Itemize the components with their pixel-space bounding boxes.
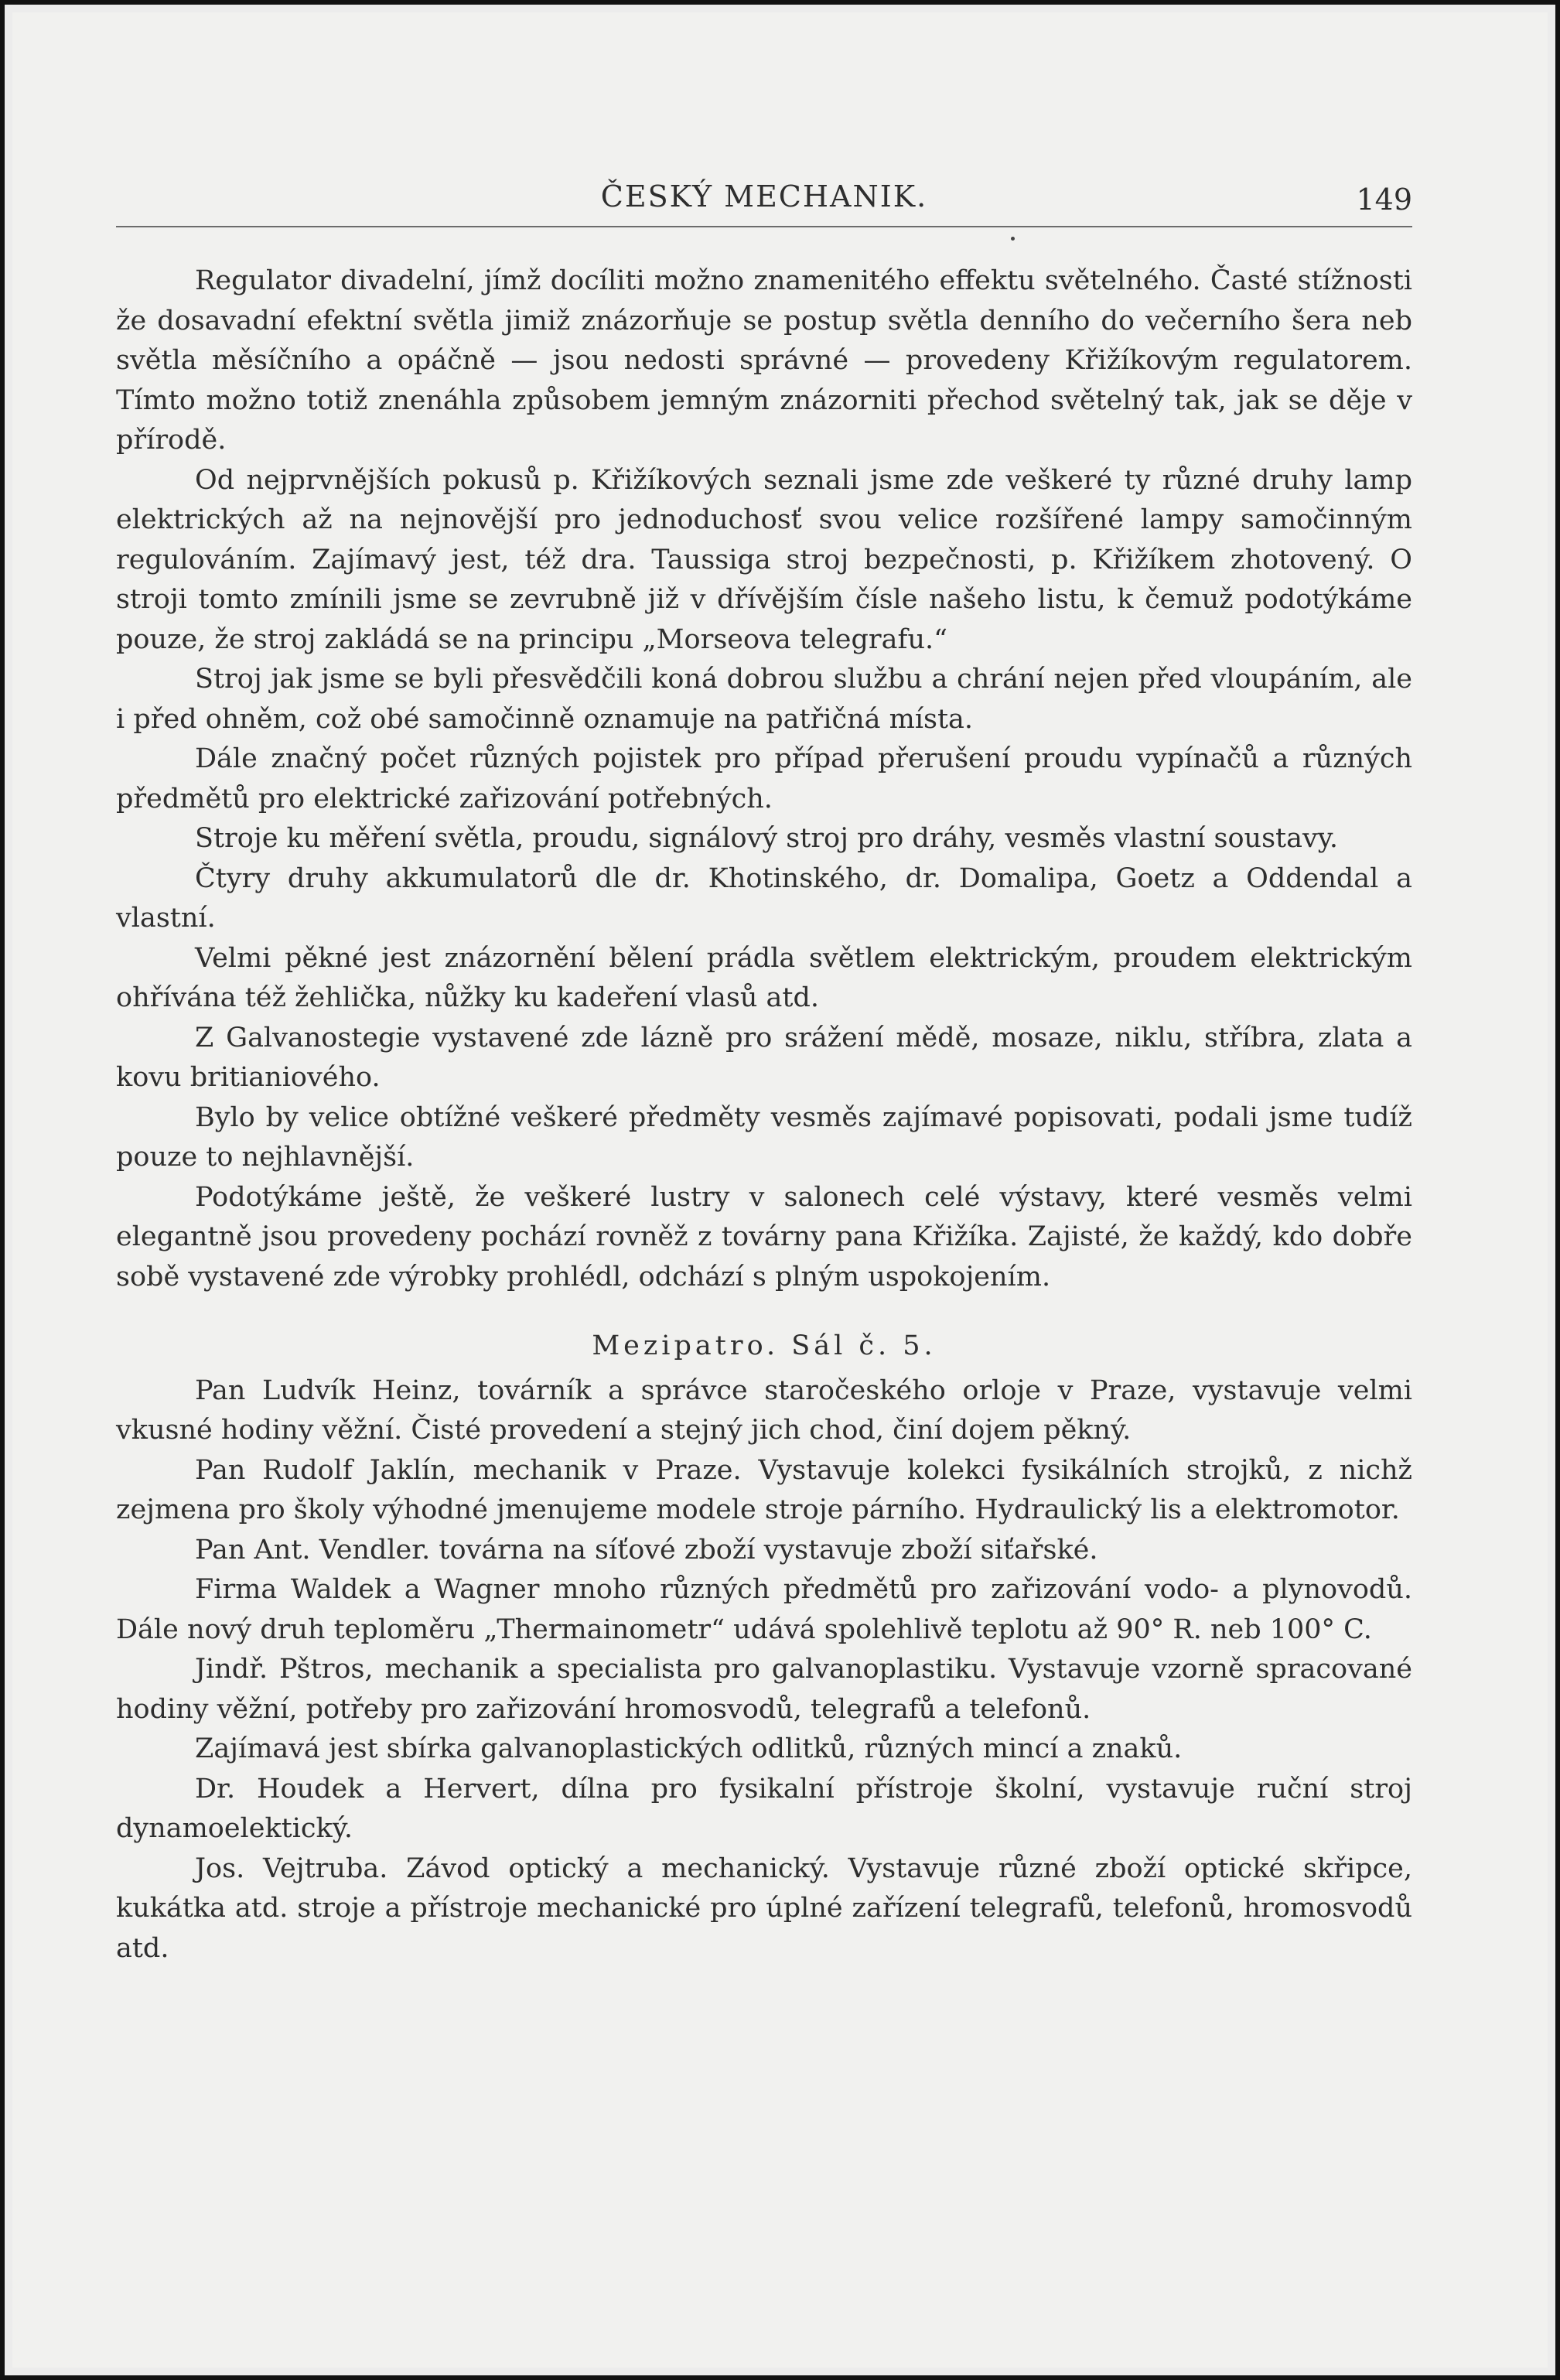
header-rule <box>116 226 1412 227</box>
paragraph: Čtyry druhy akkumulatorů dle dr. Khotinského, dr. Domalipa, Goetz a Oddendal a vlastní. <box>116 862 1412 934</box>
paragraph: Bylo by velice obtížné veškeré předměty vesměs zajímavé popisovati, podali jsme tudíž pouze to nejhlavnější. <box>116 1101 1412 1173</box>
paragraph: Stroj jak jsme se byli přesvědčili koná dobrou službu a chrání nejen před vloupáním, ale i před ohněm, což obé samočinně oznamuje na patřičná místa. <box>116 664 1412 735</box>
paragraph: Podotýkáme ještě, že veškeré lustry v salonech celé výstavy, které vesměs velmi elegantně jsou provedeny pochází rovněž z továrny pana Křižíka. Zajisté, že každý, kdo dobře sobě vystavené zde výrobky prohlédl, odchází s plným uspokojením. <box>116 1181 1412 1292</box>
paragraph: Z Galvanostegie vystavené zde lázně pro srážení mědě, mosaze, niklu, stříbra, zlata a kovu britianiového. <box>116 1022 1412 1093</box>
page-header <box>116 179 1412 226</box>
exhibitor-paragraph: Pan Rudolf Jaklín, mechanik v Praze. Vystavuje kolekci fysikálních strojků, z nichž zejmena pro školy výhodné jmenujeme modele stroje párního. Hydraulický lis a elektromotor. <box>116 1454 1412 1525</box>
body-text <box>116 261 1412 1969</box>
exhibitor-paragraph: Jindř. Pštros, mechanik a specialista pro galvanoplastiku. Vystavuje vzorně spracované hodiny věžní, potřeby pro zařizování hromosvodů, telegrafů a telefonů. <box>116 1654 1412 1725</box>
exhibitor-paragraph: Pan Ludvík Heinz, továrník a správce staročeského orloje v Praze, vystavuje velmi vkusné hodiny věžní. Čisté provedení a stejný jich chod, činí dojem pěkný. <box>116 1374 1412 1446</box>
exhibitor-paragraph: Dr. Houdek a Hervert, dílna pro fysikalní přístroje školní, vystavuje ruční stroj dynamoelektický. <box>116 1773 1412 1844</box>
page-number: 149 <box>1356 183 1412 217</box>
paragraph: Dále značný počet různých pojistek pro případ přerušení proudu vypínačů a různých předmětů pro elektrické zařizování potřebných. <box>116 743 1412 814</box>
exhibitor-paragraph: Jos. Vejtruba. Závod optický a mechanický. Vystavuje různé zboží optické skřipce, kukátka atd. stroje a přístroje mechanické pro úplné zařízení telegrafů, telefonů, hromosvodů atd. <box>116 1852 1412 1964</box>
paragraph: Od nejprvnějších pokusů p. Křižíkových seznali jsme zde veškeré ty různé druhy lamp elektrických až na nejnovější pro jednoduchosť svou velice rozšířené lampy samočinným regulováním. Zajímavý jest, též dra. Taussiga stroj bezpečnosti, p. Křižíkem zhotovený. O stroji tomto zmínili jsme se zevrubně již v dřívějším čísle našeho listu, k čemuž podotýkáme pouze, že stroj zakládá se na principu „Morseova telegrafu.“ <box>116 464 1412 655</box>
section-heading: Mezipatro. Sál č. 5. <box>592 1330 937 1361</box>
exhibitor-paragraph: Zajímavá jest sbírka galvanoplastických odlitků, různých mincí a znaků. <box>195 1733 1183 1764</box>
exhibitor-paragraph: Firma Waldek a Wagner mnoho různých předmětů pro zařizování vodo- a plynovodů. Dále nový druh teploměru „Thermainometr“ udává spolehlivě teplotu až 90° R. neb 100° C. <box>116 1574 1412 1645</box>
header-rule-mark <box>1011 237 1015 241</box>
paragraph: Stroje ku měření světla, proudu, signálový stroj pro dráhy, vesměs vlastní soustavy. <box>195 823 1338 854</box>
exhibitor-paragraph: Pan Ant. Vendler. továrna na síťové zboží vystavuje zboží siťařské. <box>195 1534 1098 1566</box>
paragraph: Velmi pěkné jest znázornění bělení prádla světlem elektrickým, proudem elektrickým ohřívána též žehlička, nůžky ku kadeření vlasů atd. <box>116 942 1412 1013</box>
paragraph: Regulator divadelní, jímž docíliti možno znamenitého effektu světelného. Časté stížnosti že dosavadní efektní světla jimiž znázorňuje se postup světla denního do večerního šera neb světla měsíčního a opáčně — jsou nedosti správné — provedeny Křižíkovým regulatorem. Tímto možno totiž znenáhla způsobem jemným znázorniti přechod světelný tak, jak se děje v přírodě. <box>116 265 1412 456</box>
running-title: ČESKÝ MECHANIK. <box>600 179 928 213</box>
